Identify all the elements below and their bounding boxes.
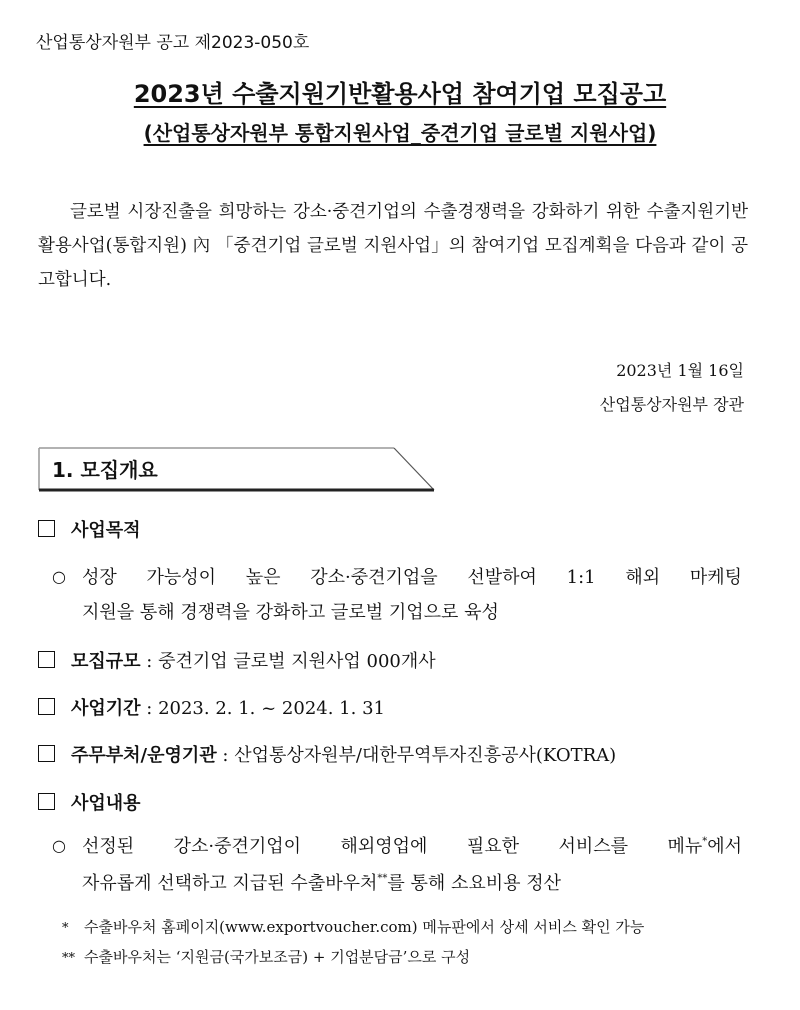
checkbox-icon: [38, 651, 55, 668]
item-label: 사업기간: [71, 698, 141, 719]
item-label: 모집규모: [71, 651, 141, 672]
checkbox-icon: [38, 745, 55, 762]
item-scale: [38, 647, 436, 673]
item-value: : 중견기업 글로벌 지원사업 000개사: [140, 651, 436, 672]
footnote-text: 수출바우처 홈페이지(www.exportvoucher.com) 메뉴판에서 상세 서비스 확인 가능: [84, 918, 645, 936]
footnote-mark: **: [62, 951, 75, 966]
item-label: 사업목적: [71, 520, 141, 541]
item-value: : 산업통상자원부/대한무역투자진흥공사(KOTRA): [216, 745, 617, 766]
purpose-text-line2: 지원을 통해 경쟁력을 강화하고 글로벌 기업으로 육성: [82, 602, 499, 623]
section-title: 1. 모집개요: [52, 458, 158, 482]
notice-date: 2023년 1월 16일: [616, 361, 744, 380]
notice-number: 산업통상자원부 공고 제2023-050호: [36, 33, 310, 53]
page-subtitle: (산업통상자원부 통합지원사업_중견기업 글로벌 지원사업): [143, 121, 657, 145]
circle-bullet-icon: ○: [52, 836, 66, 855]
item-content: [38, 789, 141, 815]
section-header: [38, 446, 436, 492]
content-text-line2: 자유롭게 선택하고 지급된 수출바우처**를 통해 소요비용 정산: [82, 873, 562, 894]
circle-bullet-icon: ○: [52, 567, 66, 586]
item-label: 주무부처/운영기관: [71, 745, 217, 766]
footnote: [62, 916, 644, 937]
item-period: [38, 694, 385, 720]
checkbox-icon: [38, 793, 55, 810]
purpose-text-line1: 성장 가능성이 높은 강소·중견기업을 선발하여 1:1 해외 마케팅: [82, 567, 742, 588]
item-purpose: [38, 516, 141, 542]
item-value: : 2023. 2. 1. ~ 2024. 1. 31: [140, 698, 385, 719]
content-text-line1: 선정된 강소·중견기업이 해외영업에 필요한 서비스를 메뉴*에서: [82, 836, 742, 857]
page-title: 2023년 수출지원기반활용사업 참여기업 모집공고: [133, 80, 667, 108]
item-department: [38, 741, 616, 767]
footnote-mark: *: [62, 921, 69, 936]
footnote: [62, 946, 470, 967]
checkbox-icon: [38, 520, 55, 537]
footnote-text: 수출바우처는 ‘지원금(국가보조금) + 기업분담금’으로 구성: [84, 948, 471, 966]
issuer-name: 산업통상자원부 장관: [599, 395, 744, 414]
intro-paragraph: 글로벌 시장진출을 희망하는 강소·중견기업의 수출경쟁력을 강화하기 위한 수출지원기반활용사업(통합지원) 內 「중견기업 글로벌 지원사업」의 참여기업 모집계획을 다음과 같이 공고합니다.: [38, 202, 748, 290]
item-label: 사업내용: [71, 793, 141, 814]
checkbox-icon: [38, 698, 55, 715]
